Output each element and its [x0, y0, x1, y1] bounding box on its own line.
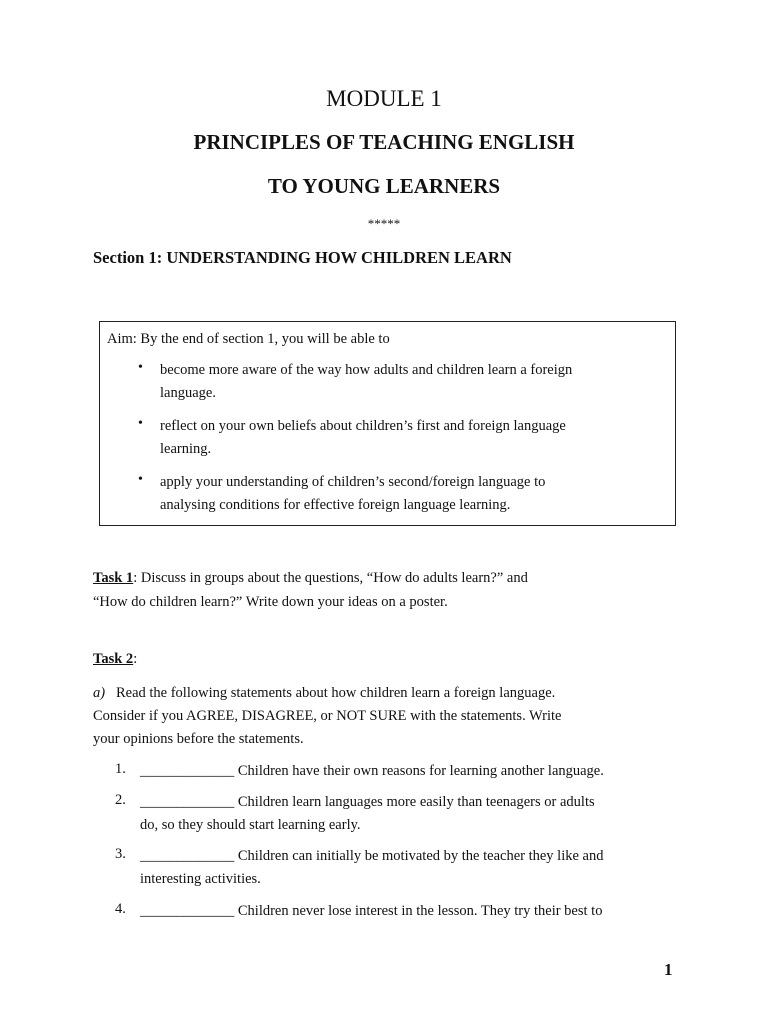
bullet-icon: •: [138, 416, 143, 431]
statement-3: [140, 845, 680, 891]
aim-item-line: language.: [160, 385, 216, 401]
title-line-2: TO YOUNG LEARNERS: [267, 174, 501, 198]
module-label: MODULE 1: [326, 86, 442, 111]
aim-item-2: [160, 415, 660, 461]
aim-item-line: learning.: [160, 441, 212, 457]
statement-4: [140, 900, 680, 923]
task-2-colon: :: [133, 651, 138, 667]
page-number: 1: [664, 960, 673, 979]
statement-number: 2.: [115, 792, 126, 808]
task-2-part-a: [93, 682, 693, 751]
separator-stars: *****: [367, 216, 401, 231]
statement-line: interesting activities.: [140, 871, 261, 887]
bullet-icon: •: [138, 360, 143, 375]
part-a-label: a): [93, 685, 106, 701]
part-a-line: Read the following statements about how children learn a foreign language.: [115, 685, 556, 701]
task-2-label: Task 2: [93, 651, 134, 667]
statement-2: [140, 791, 680, 837]
section-heading: Section 1: UNDERSTANDING HOW CHILDREN LEARN: [93, 248, 512, 267]
aim-box: [99, 321, 676, 526]
statement-line: _____________ Children learn languages more easily than teenagers or adults: [140, 794, 595, 810]
task-1: [93, 566, 693, 614]
aim-item-line: reflect on your own beliefs about children’s first and foreign language: [160, 418, 566, 434]
task-1-text-line2: “How do children learn?” Write down your ideas on a poster.: [93, 594, 448, 610]
statement-number: 1.: [115, 761, 126, 777]
aim-item-1: [160, 359, 660, 405]
aim-intro: Aim: By the end of section 1, you will be able to: [107, 331, 390, 347]
statement-1: [140, 760, 680, 783]
title-line-1: PRINCIPLES OF TEACHING ENGLISH: [193, 130, 575, 154]
task-1-label: Task 1: [93, 570, 134, 586]
statement-line: _____________ Children never lose interest in the lesson. They try their best to: [140, 903, 603, 919]
part-a-line: Consider if you AGREE, DISAGREE, or NOT SURE with the statements. Write: [93, 708, 562, 724]
statement-number: 3.: [115, 846, 126, 862]
part-a-line: your opinions before the statements.: [93, 731, 304, 747]
statement-number: 4.: [115, 901, 126, 917]
aim-item-line: apply your understanding of children’s second/foreign language to: [160, 474, 546, 490]
statement-line: _____________ Children have their own reasons for learning another language.: [140, 763, 604, 779]
aim-item-line: analysing conditions for effective foreign language learning.: [160, 497, 511, 513]
bullet-icon: •: [138, 472, 143, 487]
statement-line: do, so they should start learning early.: [140, 817, 361, 833]
task-2-heading: [93, 651, 137, 668]
task-1-text: : Discuss in groups about the questions, “How do adults learn?” and: [133, 570, 528, 586]
statement-line: _____________ Children can initially be motivated by the teacher they like and: [140, 848, 604, 864]
aim-item-line: become more aware of the way how adults and children learn a foreign: [160, 362, 573, 378]
aim-item-3: [160, 471, 660, 517]
